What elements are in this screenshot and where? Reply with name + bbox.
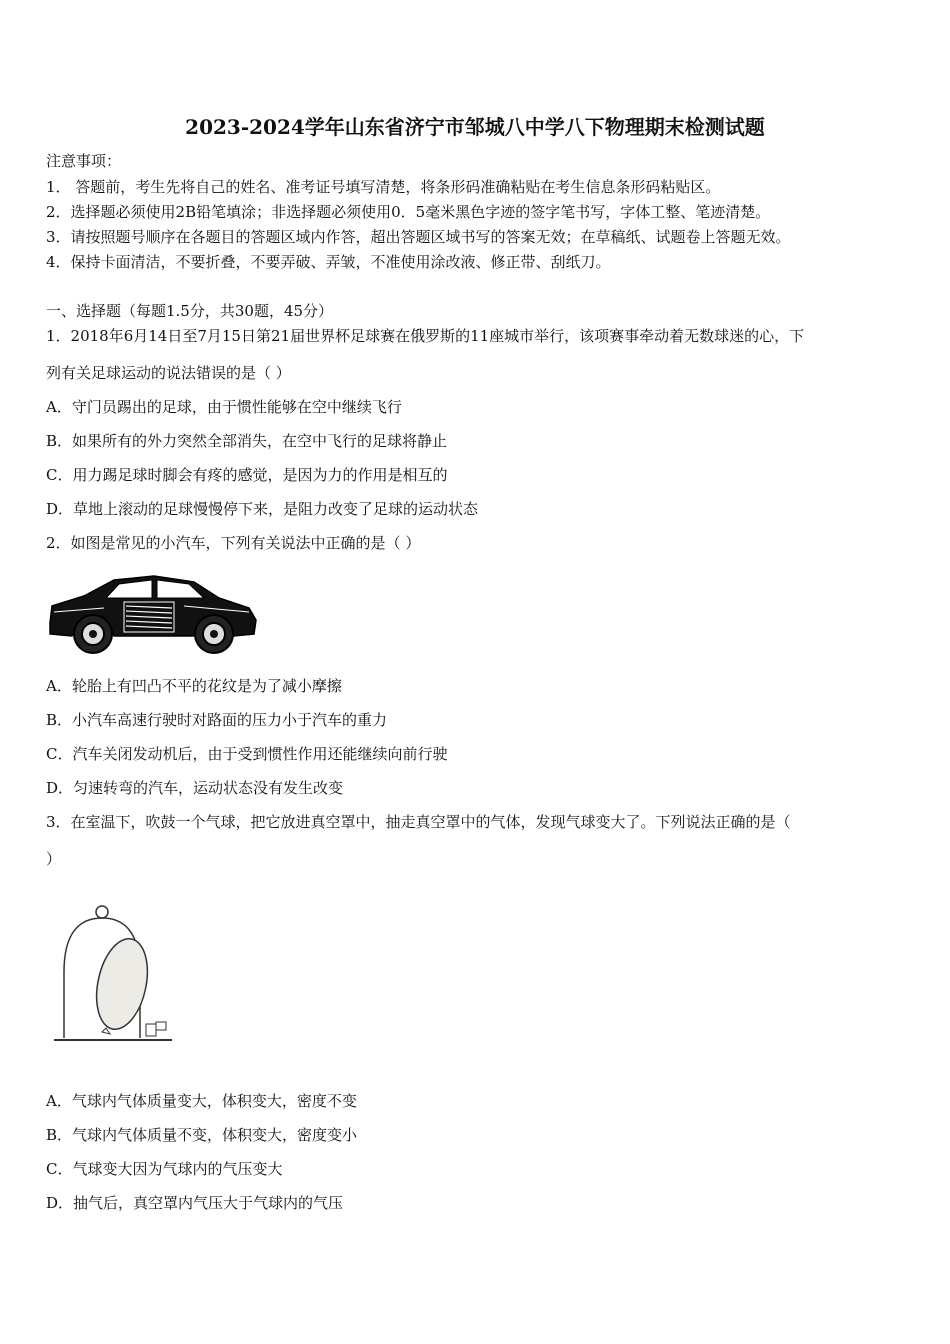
question-2-stem: 2．如图是常见的小汽车，下列有关说法中正确的是（ ） — [46, 534, 421, 552]
question-1-stem-cont: 列有关足球运动的说法错误的是（ ） — [46, 364, 291, 382]
question-1-option-a: A．守门员踢出的足球，由于惯性能够在空中继续飞行 — [46, 398, 402, 416]
question-3-option-d: D．抽气后，真空罩内气压大于气球内的气压 — [46, 1194, 344, 1212]
question-3-option-b: B．气球内气体质量不变，体积变大，密度变小 — [46, 1126, 358, 1144]
section-heading: 一、选择题（每题1.5分，共30题，45分） — [46, 302, 334, 320]
notice-item: 2．选择题必须使用2B铅笔填涂；非选择题必须使用0．5毫米黑色字迹的签字笔书写，字体工整、笔迹清楚。 — [46, 203, 771, 221]
question-1-stem: 1．2018年6月14日至7月15日第21届世界杯足球赛在俄罗斯的11座城市举行，该项赛事牵动着无数球迷的心，下 — [46, 327, 805, 345]
question-3-stem: 3．在室温下，吹鼓一个气球，把它放进真空罩中，抽走真空罩中的气体，发现气球变大了。下列说法正确的是（ — [46, 813, 791, 831]
question-1-option-b: B．如果所有的外力突然全部消失，在空中飞行的足球将静止 — [46, 432, 448, 450]
question-1-option-d: D．草地上滚动的足球慢慢停下来，是阻力改变了足球的运动状态 — [46, 500, 479, 518]
question-2-option-d: D．匀速转弯的汽车，运动状态没有发生改变 — [46, 779, 344, 797]
question-2-option-b: B．小汽车高速行驶时对路面的压力小于汽车的重力 — [46, 711, 388, 729]
notice-heading: 注意事项： — [46, 152, 122, 170]
notice-item: 1． 答题前，考生先将自己的姓名、准考证号填写清楚，将条形码准确粘贴在考生信息条形码粘贴区。 — [46, 178, 721, 196]
sports-car-figure — [44, 568, 260, 660]
question-1-option-c: C．用力踢足球时脚会有疼的感觉，是因为力的作用是相互的 — [46, 466, 448, 484]
question-3-option-a: A．气球内气体质量变大，体积变大，密度不变 — [46, 1092, 357, 1110]
question-2-option-a: A．轮胎上有凹凸不平的花纹是为了减小摩擦 — [46, 677, 342, 695]
question-3-stem-cont: ） — [46, 850, 62, 868]
bell-jar-figure — [50, 902, 180, 1048]
page-title: 2023-2024学年山东省济宁市邹城八中学八下物理期末检测试题 — [185, 115, 765, 139]
notice-item: 3．请按照题号顺序在各题目的答题区域内作答，超出答题区域书写的答案无效；在草稿纸、试题卷上答题无效。 — [46, 228, 791, 246]
notice-item: 4．保持卡面清洁，不要折叠，不要弄破、弄皱，不准使用涂改液、修正带、刮纸刀。 — [46, 253, 611, 271]
question-3-option-c: C．气球变大因为气球内的气压变大 — [46, 1160, 283, 1178]
question-2-option-c: C．汽车关闭发动机后，由于受到惯性作用还能继续向前行驶 — [46, 745, 448, 763]
